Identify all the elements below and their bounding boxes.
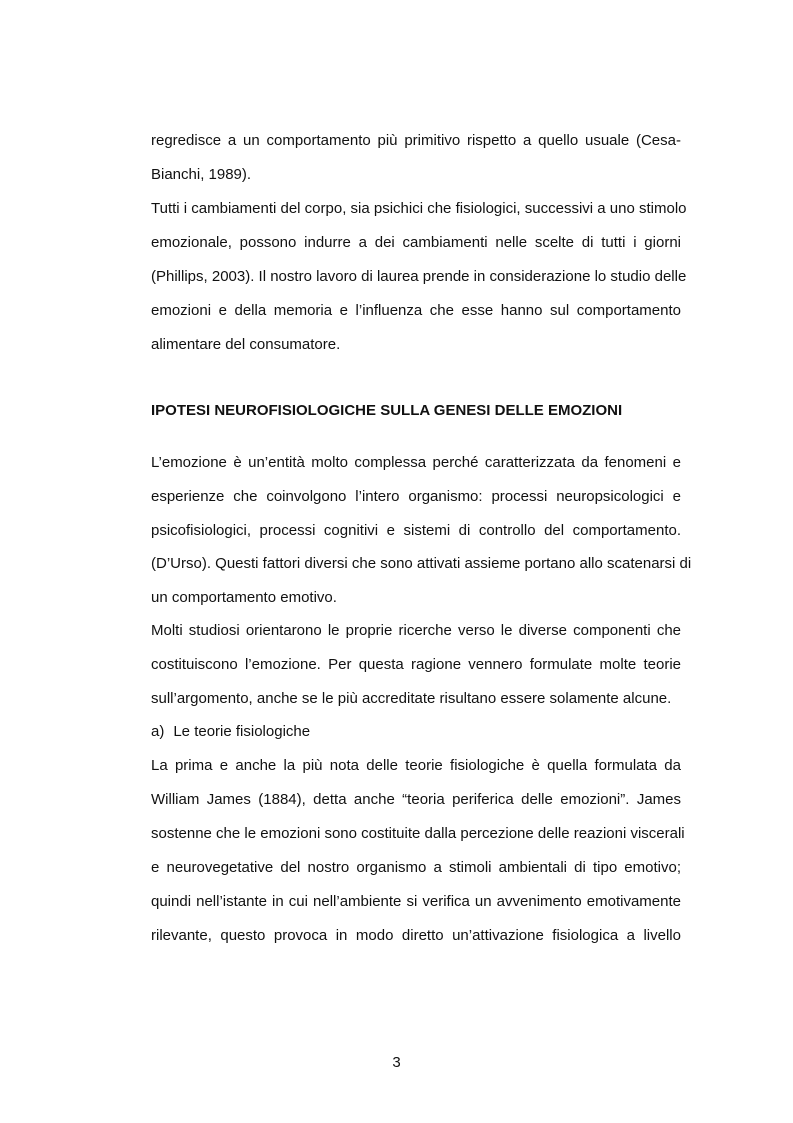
paragraph-2-line-3: (Phillips, 2003). Il nostro lavoro di laurea prende in considerazione lo studio delle	[151, 268, 687, 285]
page-number: 3	[392, 1054, 401, 1071]
paragraph-2-line-2: emozionale, possono indurre a dei cambiamenti nelle scelte di tutti i giorni	[151, 234, 681, 251]
paragraph-4-line-1: Molti studiosi orientarono le proprie ricerche verso le diverse componenti che	[151, 622, 681, 639]
paragraph-2-line-4: emozioni e della memoria e l’influenza che esse hanno sul comportamento	[151, 302, 681, 319]
section-heading: IPOTESI NEUROFISIOLOGICHE SULLA GENESI DELLE EMOZIONI	[151, 402, 623, 419]
paragraph-4-line-3: sull’argomento, anche se le più accreditate risultano essere solamente alcune.	[151, 690, 672, 707]
paragraph-1-line-2: Bianchi, 1989).	[151, 166, 252, 183]
paragraph-5-line-3: sostenne che le emozioni sono costituite dalla percezione delle reazioni viscerali	[151, 825, 685, 842]
paragraph-3-line-2: esperienze che coinvolgono l’intero organismo: processi neuropsicologici e	[151, 488, 681, 505]
paragraph-2-line-1: Tutti i cambiamenti del corpo, sia psichici che fisiologici, successivi a uno stimolo	[151, 200, 687, 217]
paragraph-3-line-1: L’emozione è un’entità molto complessa perché caratterizzata da fenomeni e	[151, 454, 681, 471]
paragraph-3-line-4: (D’Urso). Questi fattori diversi che sono attivati assieme portano allo scatenarsi di	[151, 555, 692, 572]
paragraph-5-line-1: La prima e anche la più nota delle teorie fisiologiche è quella formulata da	[151, 757, 681, 774]
paragraph-4-line-2: costituiscono l’emozione. Per questa ragione vennero formulate molte teorie	[151, 656, 681, 673]
list-item-text: Le teorie fisiologiche	[173, 723, 311, 740]
paragraph-3-line-3: psicofisiologici, processi cognitivi e sistemi di controllo del comportamento.	[151, 522, 681, 539]
paragraph-5-line-4: e neurovegetative del nostro organismo a stimoli ambientali di tipo emotivo;	[151, 859, 681, 876]
paragraph-5-line-2: William James (1884), detta anche “teoria periferica delle emozioni”. James	[151, 791, 681, 808]
list-item-marker: a)	[151, 723, 165, 740]
paragraph-5-line-5: quindi nell’istante in cui nell’ambiente si verifica un avvenimento emotivamente	[151, 893, 681, 910]
paragraph-3-line-5: un comportamento emotivo.	[151, 589, 337, 606]
paragraph-2-line-5: alimentare del consumatore.	[151, 336, 341, 353]
list-item-a	[151, 722, 681, 742]
paragraph-5-line-6: rilevante, questo provoca in modo diretto un’attivazione fisiologica a livello	[151, 927, 681, 944]
paragraph-1-line-1: regredisce a un comportamento più primitivo rispetto a quello usuale (Cesa-	[151, 132, 681, 149]
